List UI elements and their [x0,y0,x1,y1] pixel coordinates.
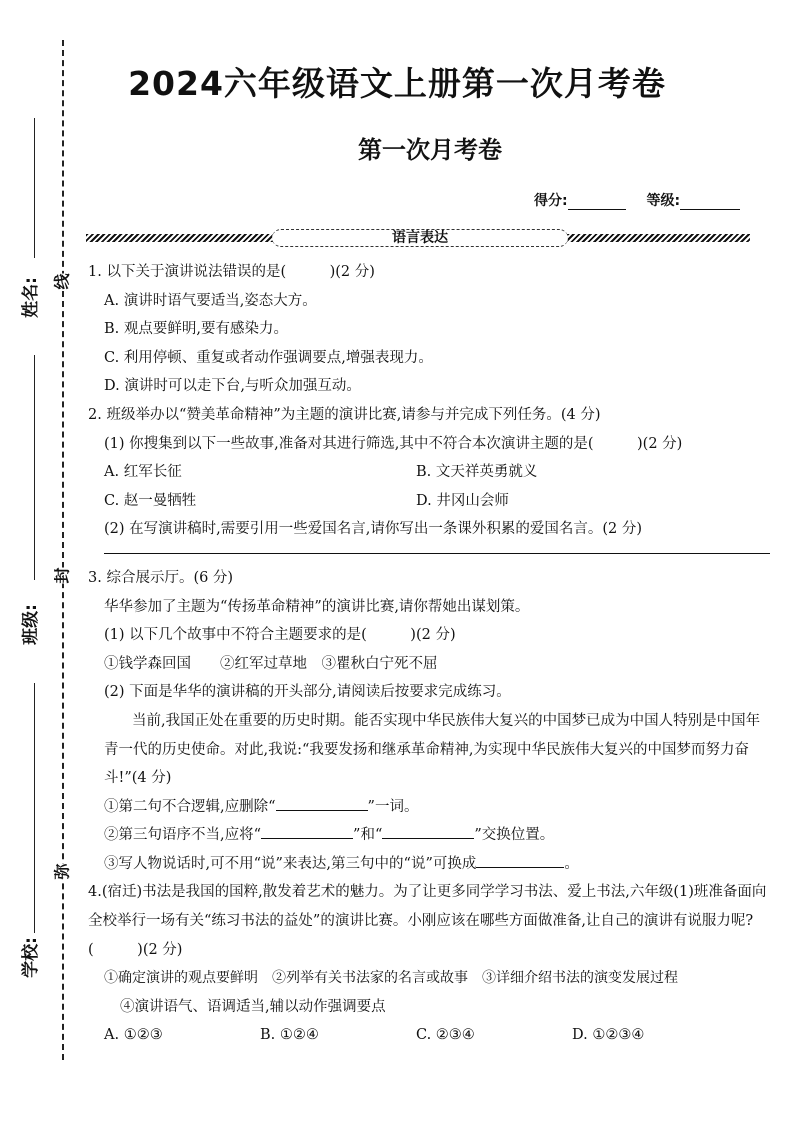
q4-option-a: A. ①②③ [104,1027,163,1044]
q3-task-1-blank[interactable] [276,794,368,811]
q2-options-row-2 [88,487,768,516]
class-write-line [34,355,35,580]
score-field[interactable] [568,195,626,210]
q3-task-2 [88,821,768,850]
q3-task-3-blank[interactable] [476,851,564,868]
q4-option-d: D. ①②③④ [572,1027,645,1044]
q1-option-a: A. 演讲时语气要适当,姿态大方。 [104,292,317,309]
exam-title: 2024六年级语文上册第一次月考卷 [128,64,666,103]
q3-task-3-text-b: 。 [564,855,579,872]
q2-stem: 2. 班级举办以“赞美革命精神”为主题的演讲比赛,请参与并完成下列任务。(4 分) [88,406,601,423]
q4-points-2: ④演讲语气、语调适当,辅以动作强调要点 [120,998,386,1015]
q1-stem: 1. 以下关于演讲说法错误的是( )(2 分) [88,264,375,280]
q3-task-1 [88,793,768,822]
score-label: 得分: [534,193,568,209]
q3-sub1-options: ①钱学森回国 ②红军过草地 ③瞿秋白宁死不屈 [104,655,438,672]
q3-task-1-text-b: ”一词。 [367,798,419,815]
q2-option-a: A. 红军长征 [104,464,182,481]
q3-task-2-text-c: ”交换位置。 [474,827,555,844]
q3-task-3 [88,850,768,879]
q3-task-1-text-a: ①第二句不合逻辑,应删除“ [104,798,276,815]
class-label: 班级: [20,604,41,645]
exam-subtitle: 第一次月考卷 [358,136,502,164]
q2-options-row-1 [88,458,768,487]
q1-option-c: C. 利用停顿、重复或者动作强调要点,增强表现力。 [104,349,433,366]
q3-stem: 3. 综合展示厅。(6 分) [88,569,234,586]
q2-answer-line[interactable] [104,552,770,554]
name-label: 姓名: [20,277,41,318]
q4-stem: 4.(宿迁)书法是我国的国粹,散发着艺术的魅力。为了让更多同学学习书法、爱上书法,六年级(1)班准备面向全校举行一场有关“练习书法的益处”的演讲比赛。小刚应该在哪些方面做准备,让自己的演讲有说服力呢?( )(2 分) [88,884,767,958]
q4-options [88,1021,768,1050]
seal-char-close: 弥 [48,863,75,879]
q2-option-c: C. 赵一曼牺牲 [104,492,197,509]
q3-task-3-text-a: ③写人物说话时,可不用“说”来表达,第三句中的“说”可换成 [104,855,477,872]
binding-dashed-line [62,40,64,1060]
q4-option-c: C. ②③④ [416,1027,475,1044]
school-label: 学校: [20,937,41,978]
q4-points-1: ①确定演讲的观点要鲜明 ②列举有关书法家的名言或故事 ③详细介绍书法的演变发展过程 [104,970,678,987]
section-title: 语言表达 [272,229,568,247]
q3-passage: 当前,我国正处在重要的历史时期。能否实现中华民族伟大复兴的中国梦已成为中国人特别是中国年青一代的历史使命。对此,我说:“我要发扬和继承革命精神,为实现中华民族伟大复兴的中国梦而努力奋斗!”(4 分) [104,712,761,787]
school-write-line [34,683,35,933]
q3-task-2-text-a: ②第三句语序不当,应将“ [104,827,262,844]
q4-option-b: B. ①②④ [260,1027,319,1044]
q2-sub2: (2) 在写演讲稿时,需要引用一些爱国名言,请你写出一条课外积累的爱国名言。(2 分) [104,521,643,538]
grade-label: 等级: [646,193,681,209]
q3-intro: 华华参加了主题为“传扬革命精神”的演讲比赛,请你帮她出谋划策。 [104,598,530,615]
seal-char-line: 线 [48,273,75,289]
score-grade-row [534,190,740,210]
q2-option-d: D. 井冈山会师 [416,492,509,509]
q3-sub2: (2) 下面是华华的演讲稿的开头部分,请阅读后按要求完成练习。 [104,684,511,701]
q1-option-d: D. 演讲时可以走下台,与听众加强互动。 [104,378,361,395]
q3-task-2-text-b: ”和“ [353,827,383,844]
q3-task-2-blank-2[interactable] [382,822,474,839]
questions [88,258,768,1050]
q2-option-b: B. 文天祥英勇就义 [416,464,538,481]
grade-field[interactable] [680,195,740,210]
q3-sub1: (1) 以下几个故事中不符合主题要求的是( )(2 分) [104,627,456,644]
q3-task-2-blank-1[interactable] [261,822,353,839]
q2-sub1: (1) 你搜集到以下一些故事,准备对其进行筛选,其中不符合本次演讲主题的是( )(2 分) [104,435,683,452]
seal-char-seal: 封 [48,567,75,583]
q1-option-b: B. 观点要鲜明,要有感染力。 [104,321,288,338]
